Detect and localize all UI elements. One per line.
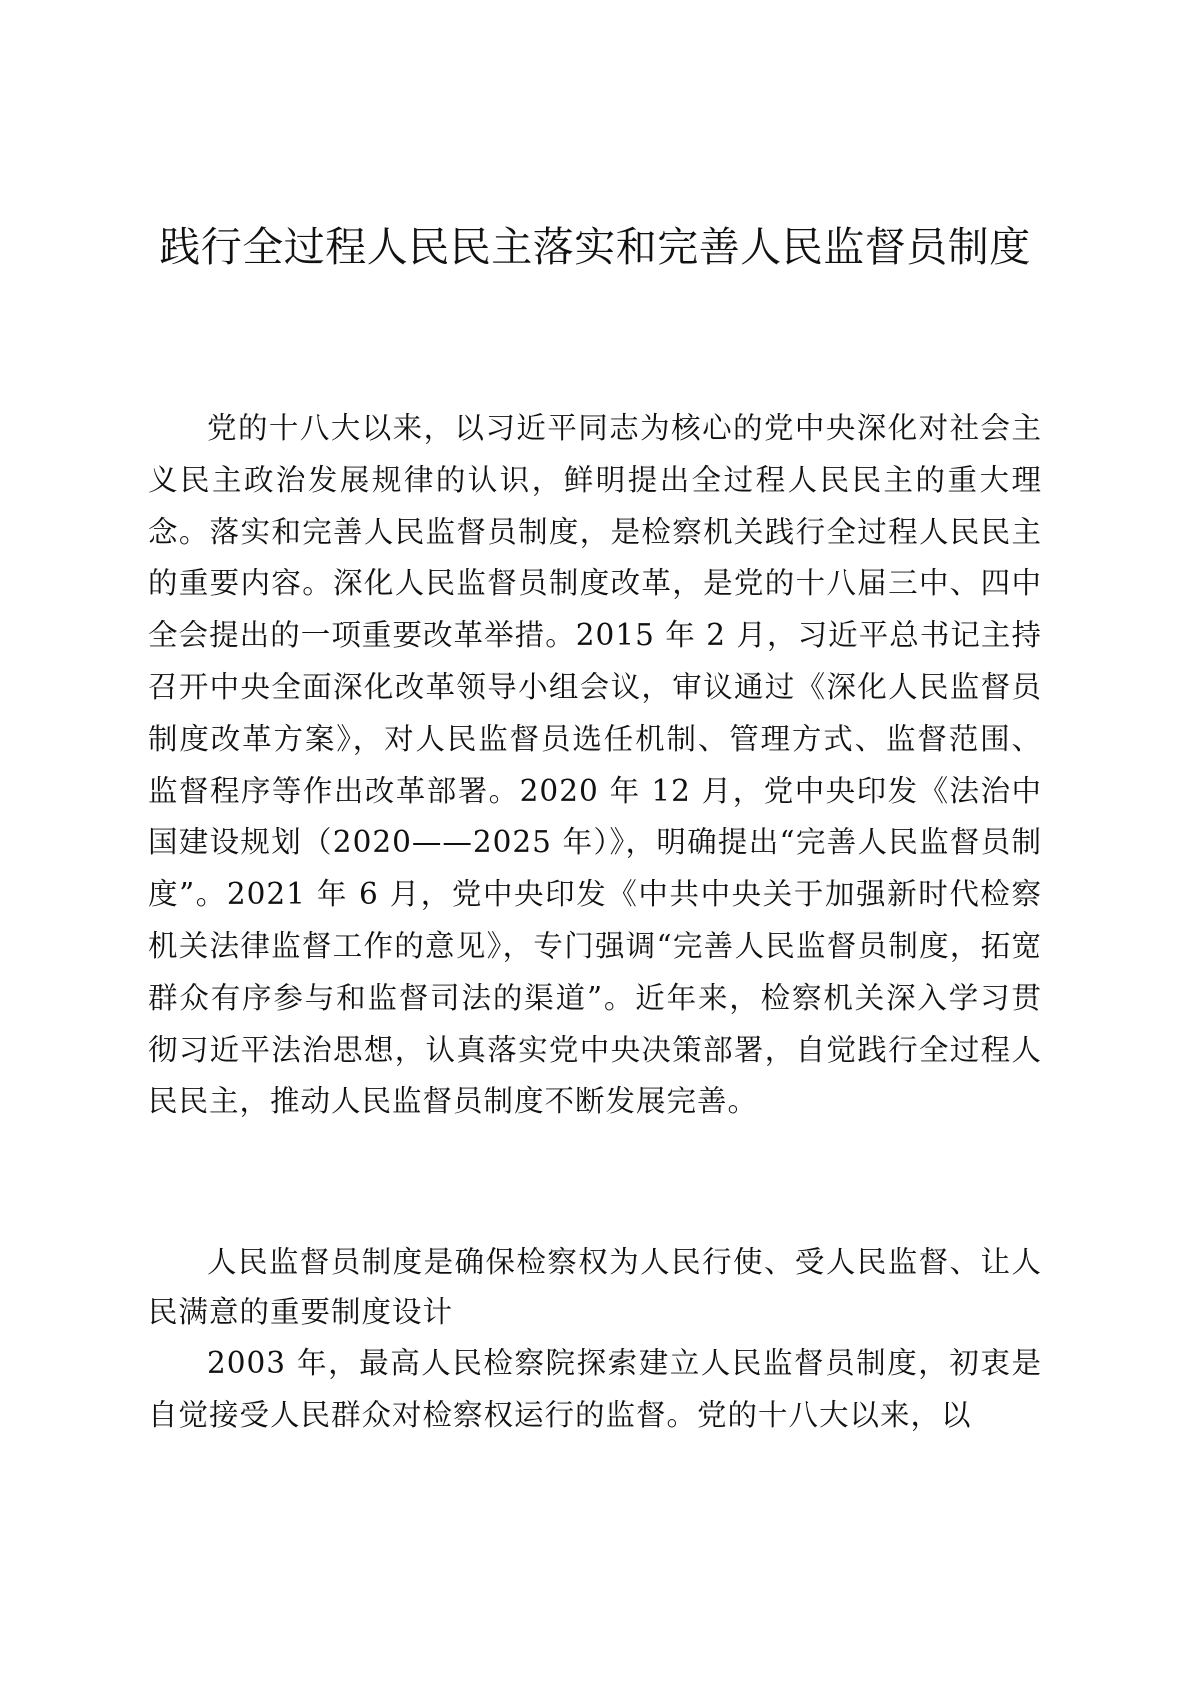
section-paragraph: 2003 年，最高人民检察院探索建立人民监督员制度，初衷是自觉接受人民群众对检察权运行的监督。党的十八大以来，以 [148, 1346, 1042, 1432]
document-title: 践行全过程人民民主落实和完善人民监督员制度 [159, 223, 1031, 271]
intro-paragraph: 党的十八大以来，以习近平同志为核心的党中央深化对社会主义民主政治发展规律的认识，鲜明提出全过程人民民主的重大理念。落实和完善人民监督员制度，是检察机关践行全过程人民民主的重要内容。深化人民监督员制度改革，是党的十八届三中、四中全会提出的一项重要改革举措。2015 年 2 月，习近平总书记主持召开中央全面深化改革领导小组会议，审议通过《深化人民监督员制度改革方案》，对人民监督员选任机制、管理方式、监督范围、监督程序等作出改革部署。2020 年 12 月，党中央印发《法治中国建设规划（2020——2025 年）》，明确提出“完善人民监督员制度”。2021 年 6 月，党中央印发《中共中央关于加强新时代检察机关法律监督工作的意见》，专门强调“完善人民监督员制度，拓宽群众有序参与和监督司法的渠道”。近年来，检察机关深入学习贯彻习近平法治思想，认真落实党中央决策部署，自觉践行全过程人民民主，推动人民监督员制度不断发展完善。 [148, 411, 1042, 1119]
section-heading: 人民监督员制度是确保检察权为人民行使、受人民监督、让人民满意的重要制度设计 [148, 1245, 1042, 1329]
